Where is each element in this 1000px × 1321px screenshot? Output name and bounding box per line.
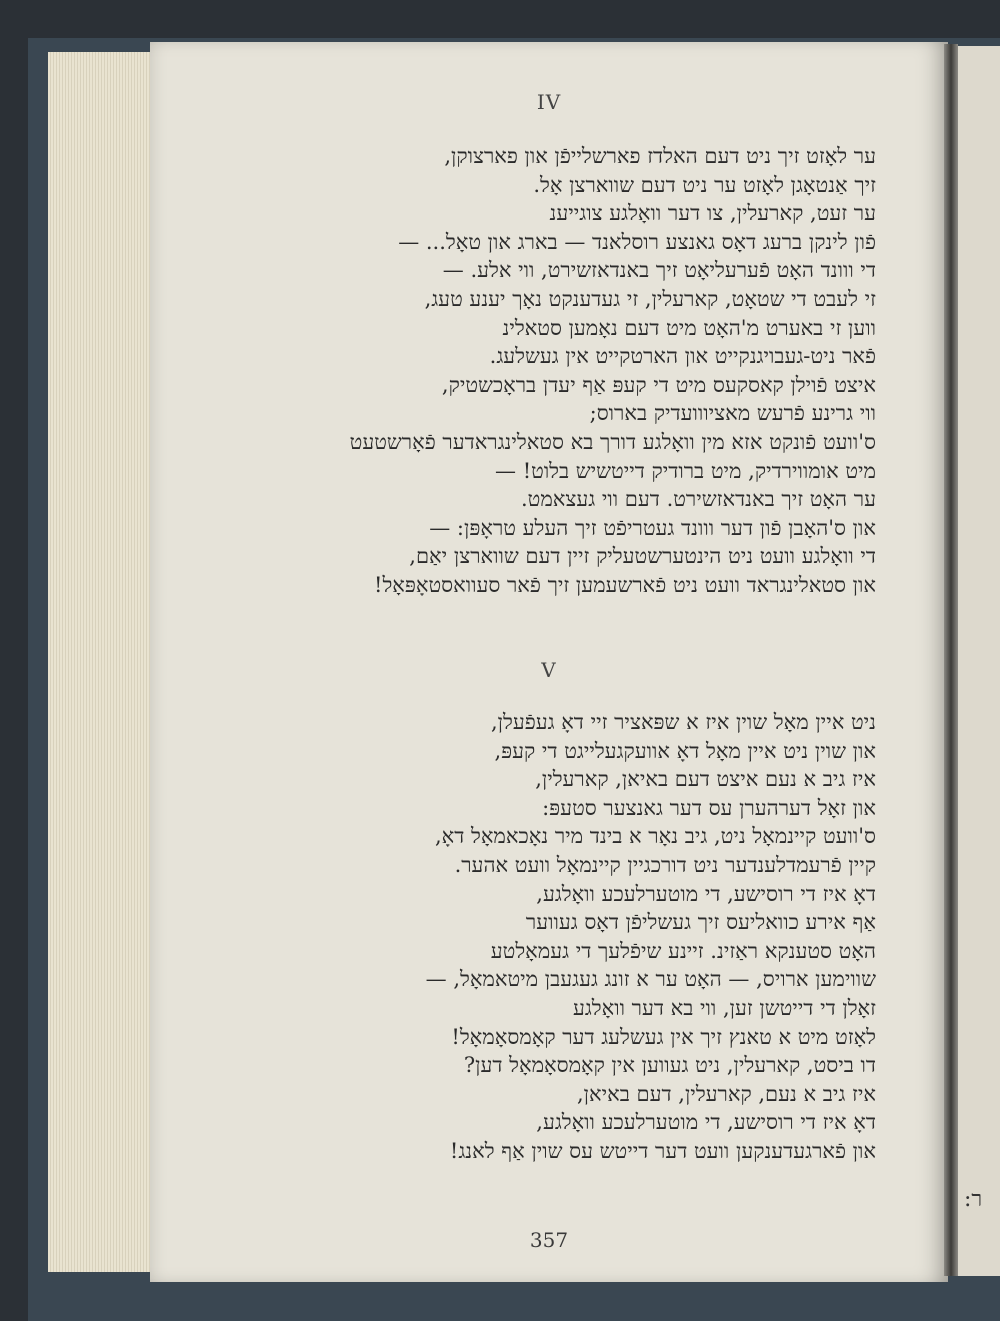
book-gutter	[944, 44, 958, 1276]
poem-line: און שוין ניט איין מאָל דאָ אוועקגעלייגט די קעפּ,	[494, 738, 876, 763]
poem-line: דאָ איז די רוסישע, די מוטערלעכע וואָלגע,	[536, 1110, 876, 1135]
poem-line: די ווונד האָט פֿערעליאָט זיך באנדאזשירט, ווי אלע. —	[442, 258, 876, 283]
poem-line: ס'וועט פֿונקט אזא מין וואָלגע דורך בא סטאלינגראדער פֿאָרשטעט	[349, 429, 876, 454]
poem-line: קיין פֿרעמדלענדער ניט דורכגיין קיינמאָל וועט אהער.	[454, 852, 876, 877]
poem-line: און ס'האָבן פֿון דער ווונד געטריפֿט זיך העלע טראָפּן: —	[429, 515, 876, 540]
poem-line: איז גיב א נעם, קארעלין, דעם באיאן,	[576, 1081, 876, 1106]
poem-line: דו ביסט, קארעלין, ניט געווען אין קאָמסאָמאָל דען?	[463, 1053, 876, 1078]
poem-line: ס'וועט קיינמאָל ניט, גיב נאָר א בינד מיר נאָכאמאָל דאָ,	[434, 824, 876, 849]
poem-line: דאָ איז די רוסישע, די מוטערלעכע וואָלגע,	[536, 881, 876, 906]
adjacent-page	[958, 46, 1000, 1276]
poem-line: ער האָט זיך באנדאזשירט. דעם ווי געצאמט.	[520, 487, 876, 512]
poem-line: מיט אומווירדיק, מיט ברודיק דייטשיש בלוט! —	[495, 458, 876, 483]
poem-line: איז גיב א נעם איצט דעם באיאן, קארעלין,	[535, 767, 876, 792]
poem-line: פֿאר ניט-געבויגנקייט און הארטקייט אין געשלעג.	[489, 344, 876, 369]
poem-line: ער זעט, קארעלין, צו דער וואָלגע צוגייענ	[549, 201, 876, 226]
adjacent-page-text: ר:	[964, 1187, 983, 1212]
poem-line: און פֿארגעדענקען וועט דער דייטש עס שוין אַף לאנג!	[449, 1138, 876, 1163]
poem-line: איצט פֿוילן קאסקעס מיט די קעפּ אַף יעדן בראָכשטיק,	[441, 372, 876, 397]
poem-line: ווען זי באערט מ'האָט מיט דעם נאָמען סטאלינ	[502, 315, 876, 340]
poem-line: זיך אַנטאָגן לאָזט ער ניט דעם שווארצן אָל.	[533, 172, 876, 197]
book-page	[150, 42, 948, 1282]
poem-line: ניט איין מאָל שוין איז א שפּאציר זיי דאָ געפֿעלן,	[490, 710, 876, 734]
poem-section-iv	[350, 142, 876, 600]
poem-line: זאָלן די דייטשן זען, ווי בא דער וואָלגע	[572, 995, 876, 1020]
poem-line: ווי גרינע פֿרעש מאציווועדיק בארוס;	[589, 401, 876, 426]
poem-line: און זאָל דערהערן עס דער גאנצער סטעפּ:	[542, 795, 876, 820]
poem-line: לאָזט מיט א טאנץ זיך אין געשלעג דער קאָמסאָמאָל!	[451, 1024, 876, 1049]
poem-line: שווימען ארויס, — האָט ער א זונג געגעבן מיטאמאָל, —	[425, 967, 876, 992]
poem-section-v	[426, 708, 876, 1166]
page-number: 357	[529, 1228, 569, 1252]
poem-line: ער לאָזט זיך ניט דעם האלדז פארשלייפֿן און פארצוקן,	[444, 144, 876, 168]
page-edges	[48, 52, 156, 1272]
poem-line: פֿון לינקן ברעג דאָס גאנצע רוסלאנד — בארג און טאָל... —	[398, 229, 876, 254]
section-numeral-v: V	[541, 658, 557, 682]
poem-line: און סטאלינגראד וועט ניט פֿארשעמען זיך פֿאר סעוואסטאָפּאָל!	[374, 572, 876, 597]
poem-line: די וואָלגע וועט ניט הינטערשטעליק זיין דעם שווארצן יאַם,	[409, 544, 876, 569]
section-numeral-iv: IV	[536, 90, 562, 114]
poem-line: זי לעבט די שטאָט, קארעלין, זי געדענקט נאָך יענע טעג,	[424, 286, 876, 311]
poem-line: אַף אירע כוואליעס זיך געשליפֿן דאָס געווער	[525, 910, 876, 935]
poem-line: האָט סטענקא ראַזינ. זיינע שיפֿלעך די געמאָלטע	[490, 938, 876, 963]
